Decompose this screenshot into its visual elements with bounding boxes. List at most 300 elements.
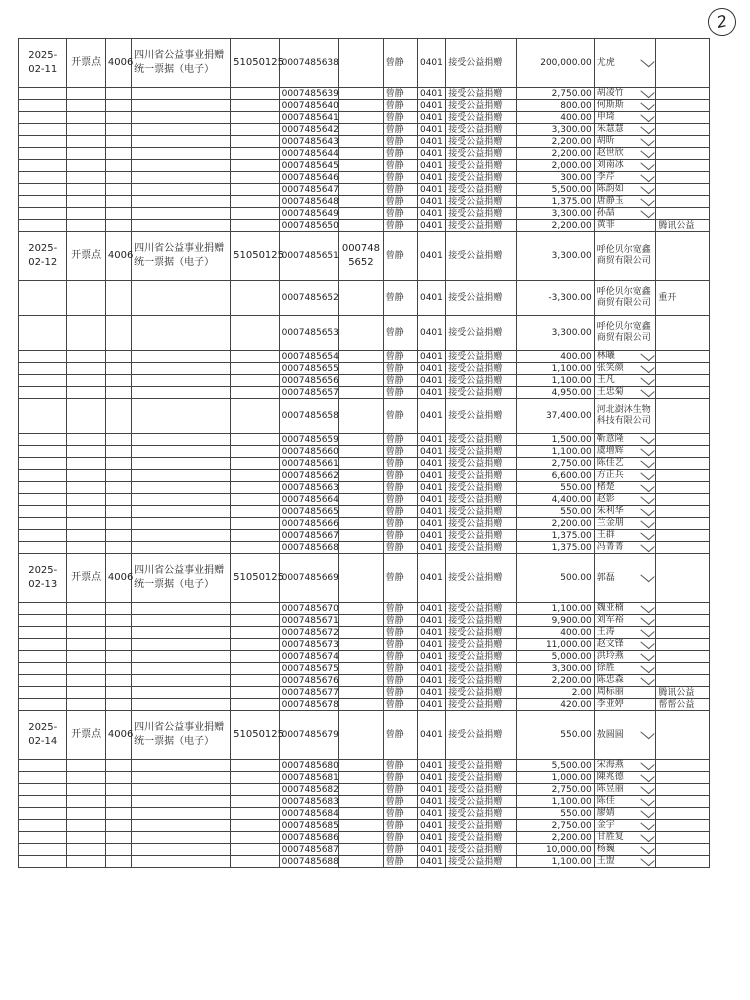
series-cell: [231, 351, 279, 363]
amount-cell: 3,300.00: [516, 208, 594, 220]
extra-number-cell: [339, 281, 383, 316]
handler-cell: 曾静: [383, 399, 417, 434]
checkmark-icon: [641, 600, 655, 612]
item-cell: 接受公益捐赠: [446, 627, 517, 639]
date-cell: [19, 627, 67, 639]
table-row: [19, 699, 710, 711]
table-row: [19, 446, 710, 458]
amount-cell: 4,400.00: [516, 494, 594, 506]
series-cell: [231, 506, 279, 518]
handler-cell: 曾静: [383, 375, 417, 387]
issuer-code-cell: [105, 820, 131, 832]
category-code-cell: 0401: [417, 554, 445, 603]
receipt-number-cell: 0007485641: [279, 112, 339, 124]
donor-name-cell: 杨巍: [594, 844, 656, 856]
table-row: [19, 399, 710, 434]
table-row: [19, 387, 710, 399]
issuer-code-cell: [105, 542, 131, 554]
donor-name-cell: 虞增辉: [594, 446, 656, 458]
receipt-title-cell: [132, 458, 231, 470]
issuer-code-cell: 4006: [105, 554, 131, 603]
series-cell: [231, 627, 279, 639]
date-cell: [19, 542, 67, 554]
checkmark-icon: [641, 384, 655, 396]
issuer-code-cell: [105, 518, 131, 530]
receipt-number-cell: 0007485688: [279, 856, 339, 868]
donor-name-cell: 王盟: [594, 856, 656, 868]
series-cell: [231, 760, 279, 772]
amount-cell: 11,000.00: [516, 639, 594, 651]
category-code-cell: 0401: [417, 784, 445, 796]
amount-cell: 3,300.00: [516, 316, 594, 351]
handler-cell: 曾静: [383, 124, 417, 136]
receipt-title-cell: [132, 784, 231, 796]
handler-cell: 曾静: [383, 446, 417, 458]
receipt-title-cell: [132, 687, 231, 699]
receipt-number-cell: 0007485667: [279, 530, 339, 542]
item-cell: 接受公益捐赠: [446, 184, 517, 196]
receipt-title-cell: [132, 446, 231, 458]
receipt-number-cell: 0007485666: [279, 518, 339, 530]
issuer-cell: [67, 160, 105, 172]
donor-name-cell: 陈忠森: [594, 675, 656, 687]
item-cell: 接受公益捐赠: [446, 808, 517, 820]
date-cell: [19, 112, 67, 124]
receipt-title-cell: [132, 281, 231, 316]
table-row: [19, 88, 710, 100]
issuer-cell: [67, 446, 105, 458]
table-row: [19, 627, 710, 639]
extra-number-cell: [339, 363, 383, 375]
amount-cell: 1,100.00: [516, 603, 594, 615]
table-row: [19, 351, 710, 363]
series-cell: [231, 651, 279, 663]
table-row: [19, 172, 710, 184]
date-cell: [19, 832, 67, 844]
issuer-cell: [67, 663, 105, 675]
amount-cell: 1,100.00: [516, 375, 594, 387]
issuer-code-cell: [105, 494, 131, 506]
issuer-code-cell: [105, 639, 131, 651]
receipt-title-cell: 四川省公益事业捐赠统一票据（电子）: [132, 232, 231, 281]
checkmark-icon: [641, 145, 655, 157]
date-cell: [19, 603, 67, 615]
series-cell: [231, 363, 279, 375]
receipt-title-cell: [132, 112, 231, 124]
receipt-title-cell: [132, 615, 231, 627]
issuer-code-cell: [105, 470, 131, 482]
category-code-cell: 0401: [417, 281, 445, 316]
amount-cell: 2,750.00: [516, 458, 594, 470]
amount-cell: 1,375.00: [516, 196, 594, 208]
category-code-cell: 0401: [417, 615, 445, 627]
checkmark-icon: [641, 97, 655, 109]
receipt-number-cell: 0007485658: [279, 399, 339, 434]
issuer-cell: [67, 844, 105, 856]
donor-name-cell: 陈韵如: [594, 184, 656, 196]
item-cell: 接受公益捐赠: [446, 434, 517, 446]
issuer-cell: [67, 387, 105, 399]
series-cell: [231, 399, 279, 434]
issuer-cell: [67, 530, 105, 542]
category-code-cell: 0401: [417, 136, 445, 148]
receipt-number-cell: 0007485687: [279, 844, 339, 856]
table-row: [19, 124, 710, 136]
checkmark-icon: [641, 55, 655, 67]
date-cell: [19, 351, 67, 363]
note-cell: [656, 784, 710, 796]
checkmark-icon: [641, 612, 655, 624]
issuer-code-cell: [105, 772, 131, 784]
checkmark-icon: [641, 348, 655, 360]
category-code-cell: 0401: [417, 220, 445, 232]
table-row: [19, 820, 710, 832]
category-code-cell: 0401: [417, 172, 445, 184]
receipt-number-cell: 0007485663: [279, 482, 339, 494]
note-cell: 重开: [656, 281, 710, 316]
category-code-cell: 0401: [417, 506, 445, 518]
series-cell: [231, 148, 279, 160]
extra-number-cell: [339, 796, 383, 808]
table-row: [19, 554, 710, 603]
issuer-code-cell: [105, 446, 131, 458]
issuer-code-cell: [105, 530, 131, 542]
issuer-code-cell: [105, 387, 131, 399]
donor-name-cell: 呼伦贝尔宽鑫商贸有限公司: [594, 316, 656, 351]
receipt-number-cell: 0007485679: [279, 711, 339, 760]
amount-cell: 2,200.00: [516, 220, 594, 232]
table-row: [19, 196, 710, 208]
category-code-cell: 0401: [417, 482, 445, 494]
receipt-number-cell: 0007485644: [279, 148, 339, 160]
issuer-cell: [67, 542, 105, 554]
category-code-cell: 0401: [417, 196, 445, 208]
donor-name-cell: 宋海燕: [594, 760, 656, 772]
receipt-number-cell: 0007485680: [279, 760, 339, 772]
checkmark-icon: [641, 570, 655, 582]
issuer-cell: [67, 88, 105, 100]
receipt-number-cell: 0007485683: [279, 796, 339, 808]
donor-name-cell: 陈昱丽: [594, 784, 656, 796]
receipt-number-cell: 0007485665: [279, 506, 339, 518]
issuer-code-cell: [105, 124, 131, 136]
date-cell: [19, 281, 67, 316]
extra-number-cell: [339, 375, 383, 387]
amount-cell: 5,500.00: [516, 184, 594, 196]
issuer-code-cell: [105, 844, 131, 856]
receipt-number-cell: 0007485645: [279, 160, 339, 172]
note-cell: [656, 208, 710, 220]
item-cell: 接受公益捐赠: [446, 639, 517, 651]
donor-name-cell: 徐胜: [594, 663, 656, 675]
donor-name-cell: 周标丽: [594, 687, 656, 699]
handler-cell: 曾静: [383, 220, 417, 232]
extra-number-cell: [339, 124, 383, 136]
amount-cell: 550.00: [516, 482, 594, 494]
issuer-cell: [67, 136, 105, 148]
amount-cell: 400.00: [516, 351, 594, 363]
issuer-cell: [67, 363, 105, 375]
category-code-cell: 0401: [417, 316, 445, 351]
extra-number-cell: [339, 351, 383, 363]
note-cell: [656, 184, 710, 196]
amount-cell: 1,100.00: [516, 856, 594, 868]
receipt-number-cell: 0007485647: [279, 184, 339, 196]
amount-cell: 550.00: [516, 506, 594, 518]
category-code-cell: 0401: [417, 651, 445, 663]
table-row: [19, 808, 710, 820]
receipt-title-cell: [132, 124, 231, 136]
receipt-title-cell: 四川省公益事业捐赠统一票据（电子）: [132, 554, 231, 603]
issuer-code-cell: [105, 808, 131, 820]
extra-number-cell: [339, 458, 383, 470]
category-code-cell: 0401: [417, 351, 445, 363]
handler-cell: 曾静: [383, 639, 417, 651]
date-cell: [19, 387, 67, 399]
note-cell: [656, 711, 710, 760]
receipt-title-cell: [132, 160, 231, 172]
date-cell: [19, 639, 67, 651]
receipt-number-cell: 0007485685: [279, 820, 339, 832]
checkmark-icon: [641, 829, 655, 841]
extra-number-cell: [339, 711, 383, 760]
donor-name-cell: 王涛: [594, 627, 656, 639]
handler-cell: 曾静: [383, 112, 417, 124]
receipt-number-cell: 0007485682: [279, 784, 339, 796]
amount-cell: 5,000.00: [516, 651, 594, 663]
item-cell: 接受公益捐赠: [446, 148, 517, 160]
category-code-cell: 0401: [417, 184, 445, 196]
amount-cell: 5,500.00: [516, 760, 594, 772]
date-cell: [19, 316, 67, 351]
date-cell: 2025-02-12: [19, 232, 67, 281]
handler-cell: 曾静: [383, 711, 417, 760]
item-cell: 接受公益捐赠: [446, 506, 517, 518]
issuer-cell: [67, 351, 105, 363]
extra-number-cell: [339, 820, 383, 832]
issuer-code-cell: [105, 88, 131, 100]
issuer-cell: [67, 820, 105, 832]
item-cell: 接受公益捐赠: [446, 470, 517, 482]
item-cell: 接受公益捐赠: [446, 172, 517, 184]
receipt-number-cell: 0007485670: [279, 603, 339, 615]
date-cell: [19, 160, 67, 172]
table-row: [19, 844, 710, 856]
note-cell: [656, 482, 710, 494]
item-cell: 接受公益捐赠: [446, 554, 517, 603]
date-cell: [19, 506, 67, 518]
note-cell: [656, 615, 710, 627]
amount-cell: 1,375.00: [516, 530, 594, 542]
table-row: [19, 651, 710, 663]
receipt-title-cell: [132, 808, 231, 820]
extra-number-cell: [339, 208, 383, 220]
donor-name-cell: 唐静玉: [594, 196, 656, 208]
issuer-cell: [67, 784, 105, 796]
extra-number-cell: [339, 399, 383, 434]
table-row: [19, 434, 710, 446]
receipt-title-cell: [132, 148, 231, 160]
series-cell: [231, 784, 279, 796]
item-cell: 接受公益捐赠: [446, 530, 517, 542]
note-cell: [656, 663, 710, 675]
date-cell: [19, 530, 67, 542]
extra-number-cell: [339, 506, 383, 518]
checkmark-icon: [641, 193, 655, 205]
note-cell: [656, 124, 710, 136]
issuer-cell: [67, 196, 105, 208]
handler-cell: 曾静: [383, 88, 417, 100]
table-row: [19, 281, 710, 316]
amount-cell: 2,200.00: [516, 136, 594, 148]
handler-cell: 曾静: [383, 458, 417, 470]
item-cell: 接受公益捐赠: [446, 446, 517, 458]
issuer-code-cell: [105, 675, 131, 687]
receipt-title-cell: [132, 316, 231, 351]
issuer-code-cell: [105, 687, 131, 699]
checkmark-icon: [641, 624, 655, 636]
item-cell: 接受公益捐赠: [446, 196, 517, 208]
donor-name-cell: 王凡: [594, 375, 656, 387]
item-cell: 接受公益捐赠: [446, 351, 517, 363]
checkmark-icon: [641, 648, 655, 660]
donor-name-cell: 方正兵: [594, 470, 656, 482]
category-code-cell: 0401: [417, 363, 445, 375]
checkmark-icon: [641, 133, 655, 145]
issuer-code-cell: [105, 148, 131, 160]
category-code-cell: 0401: [417, 458, 445, 470]
handler-cell: 曾静: [383, 281, 417, 316]
issuer-code-cell: [105, 699, 131, 711]
date-cell: [19, 615, 67, 627]
amount-cell: 1,375.00: [516, 542, 594, 554]
table-row: [19, 363, 710, 375]
receipt-title-cell: [132, 172, 231, 184]
amount-cell: 200,000.00: [516, 39, 594, 88]
table-row: [19, 148, 710, 160]
donor-name-cell: 金宇: [594, 820, 656, 832]
table-row: [19, 220, 710, 232]
item-cell: 接受公益捐赠: [446, 160, 517, 172]
checkmark-icon: [641, 727, 655, 739]
extra-number-cell: [339, 651, 383, 663]
donor-name-cell: 尤虎: [594, 39, 656, 88]
item-cell: 接受公益捐赠: [446, 603, 517, 615]
receipt-number-cell: 0007485651: [279, 232, 339, 281]
donor-name-cell: 李芹: [594, 172, 656, 184]
series-cell: [231, 281, 279, 316]
note-cell: [656, 603, 710, 615]
checkmark-icon: [641, 853, 655, 865]
issuer-code-cell: [105, 281, 131, 316]
receipt-number-cell: 0007485677: [279, 687, 339, 699]
issuer-code-cell: [105, 136, 131, 148]
note-cell: [656, 494, 710, 506]
donor-name-cell: 廖婧: [594, 808, 656, 820]
note-cell: [656, 530, 710, 542]
date-cell: [19, 808, 67, 820]
category-code-cell: 0401: [417, 760, 445, 772]
donor-name-cell: 刘军裕: [594, 615, 656, 627]
issuer-code-cell: [105, 482, 131, 494]
issuer-cell: [67, 399, 105, 434]
donor-name-cell: 兰金朋: [594, 518, 656, 530]
issuer-cell: [67, 124, 105, 136]
checkmark-icon: [641, 805, 655, 817]
checkmark-icon: [641, 109, 655, 121]
receipt-title-cell: [132, 470, 231, 482]
donor-name-cell: 刘南冰: [594, 160, 656, 172]
item-cell: 接受公益捐赠: [446, 651, 517, 663]
series-cell: [231, 160, 279, 172]
category-code-cell: 0401: [417, 808, 445, 820]
table-row: [19, 639, 710, 651]
receipt-number-cell: 0007485669: [279, 554, 339, 603]
donor-name-cell: 陳兆德: [594, 772, 656, 784]
receipt-number-cell: 0007485664: [279, 494, 339, 506]
series-cell: [231, 796, 279, 808]
date-cell: [19, 220, 67, 232]
item-cell: 接受公益捐赠: [446, 100, 517, 112]
donor-name-cell: 何斯斯: [594, 100, 656, 112]
date-cell: [19, 772, 67, 784]
checkmark-icon: [641, 181, 655, 193]
date-cell: [19, 399, 67, 434]
receipt-number-cell: 0007485657: [279, 387, 339, 399]
issuer-cell: [67, 699, 105, 711]
extra-number-cell: [339, 387, 383, 399]
issuer-code-cell: [105, 208, 131, 220]
series-cell: [231, 100, 279, 112]
issuer-cell: [67, 796, 105, 808]
issuer-cell: [67, 482, 105, 494]
issuer-cell: [67, 639, 105, 651]
table-row: [19, 160, 710, 172]
table-row: [19, 100, 710, 112]
issuer-cell: [67, 494, 105, 506]
receipt-title-cell: [132, 196, 231, 208]
table-row: [19, 184, 710, 196]
item-cell: 接受公益捐赠: [446, 39, 517, 88]
receipt-number-cell: 0007485671: [279, 615, 339, 627]
donor-name-cell: 陈佳: [594, 796, 656, 808]
checkmark-icon: [641, 360, 655, 372]
receipt-number-cell: 0007485672: [279, 627, 339, 639]
issuer-code-cell: [105, 316, 131, 351]
issuer-code-cell: [105, 603, 131, 615]
item-cell: 接受公益捐赠: [446, 844, 517, 856]
note-cell: [656, 351, 710, 363]
note-cell: [656, 554, 710, 603]
amount-cell: 2,750.00: [516, 820, 594, 832]
table-row: [19, 470, 710, 482]
handler-cell: 曾静: [383, 663, 417, 675]
receipt-title-cell: [132, 184, 231, 196]
category-code-cell: 0401: [417, 160, 445, 172]
checkmark-icon: [641, 817, 655, 829]
note-cell: [656, 100, 710, 112]
issuer-code-cell: [105, 172, 131, 184]
amount-cell: 2,200.00: [516, 675, 594, 687]
date-cell: [19, 796, 67, 808]
item-cell: 接受公益捐赠: [446, 387, 517, 399]
donor-name-cell: 河北澍沐生物科技有限公司: [594, 399, 656, 434]
date-cell: [19, 446, 67, 458]
extra-number-cell: [339, 760, 383, 772]
page-number: 2: [705, 5, 738, 38]
issuer-cell: [67, 808, 105, 820]
extra-number-cell: [339, 112, 383, 124]
